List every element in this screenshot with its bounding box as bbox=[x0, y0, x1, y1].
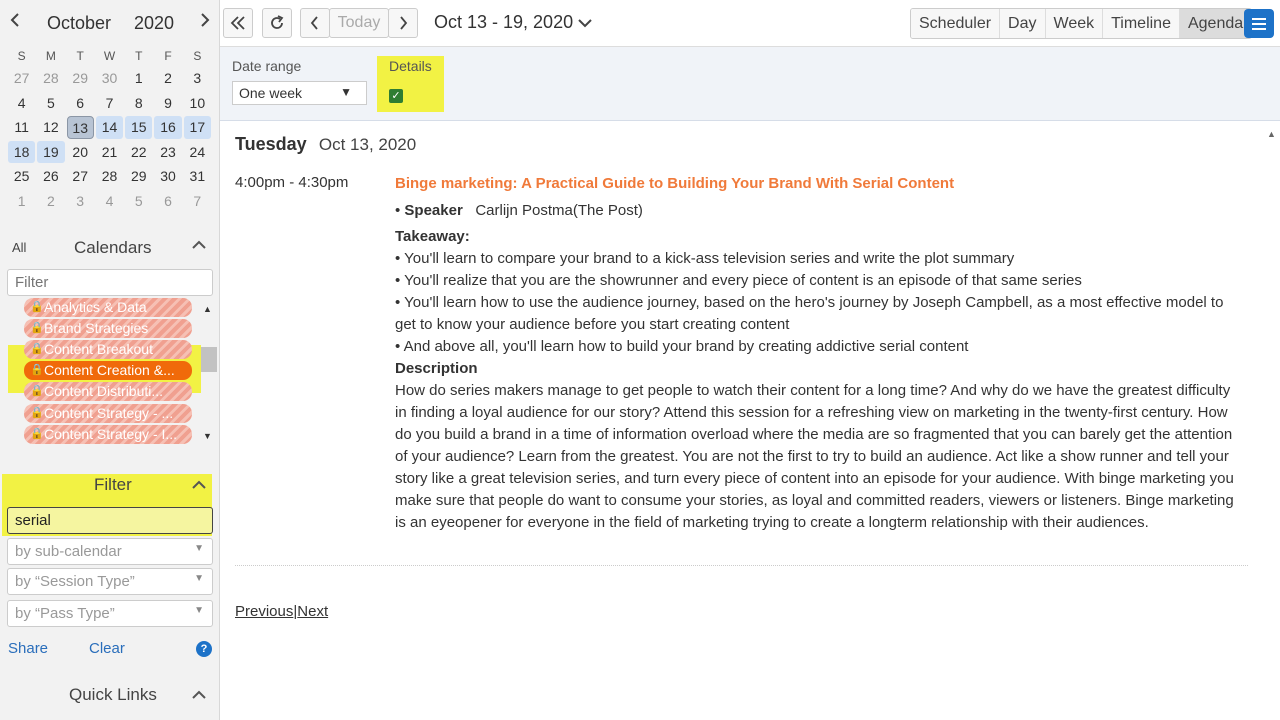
dow-label: F bbox=[164, 49, 172, 63]
dow-label: T bbox=[76, 49, 84, 63]
help-icon[interactable]: ? bbox=[196, 641, 212, 657]
calendar-item[interactable] bbox=[24, 319, 192, 338]
filter-search-input[interactable] bbox=[7, 507, 213, 534]
scroll-down-icon[interactable]: ▼ bbox=[203, 431, 212, 441]
mini-calendar-day-selected[interactable]: 15 bbox=[125, 116, 152, 139]
mini-calendar-day[interactable]: 11 bbox=[14, 119, 29, 135]
calendar-item-label: Content Breakout bbox=[44, 341, 153, 357]
calendar-item[interactable] bbox=[24, 404, 192, 423]
mini-calendar-day[interactable]: 6 bbox=[76, 94, 85, 111]
takeaway-item: • You'll learn how to use the audience journey, based on the hero's journey by Joseph Campbell, as a most effective model to get to know your audience before you start creating content bbox=[395, 294, 1224, 333]
quick-links-title: Quick Links bbox=[69, 685, 157, 704]
mini-calendar-day[interactable]: 9 bbox=[164, 94, 172, 111]
mini-calendar-year[interactable]: 2020 bbox=[134, 13, 175, 33]
calendars-title: Calendars bbox=[74, 238, 152, 257]
mini-calendar-week bbox=[7, 91, 212, 116]
date-range-option-label: Date range bbox=[232, 58, 302, 74]
mini-calendar-day[interactable]: 2 bbox=[164, 70, 172, 86]
mini-calendar-day[interactable]: 30 bbox=[101, 70, 118, 86]
lock-icon: 🔒 bbox=[30, 364, 44, 376]
next-link[interactable]: Next bbox=[297, 603, 329, 620]
calendar-item-label: Content Distributi... bbox=[44, 383, 164, 399]
clear-link[interactable]: Clear bbox=[89, 640, 125, 657]
calendar-item-label: Content Strategy - ... bbox=[44, 405, 174, 421]
mini-calendar-day[interactable]: 10 bbox=[189, 94, 206, 111]
filter-title: Filter bbox=[94, 475, 132, 494]
view-switcher bbox=[910, 8, 1252, 39]
mini-calendar-day[interactable]: 4 bbox=[105, 192, 114, 209]
session-type-select[interactable] bbox=[7, 568, 213, 595]
mini-calendar-grid bbox=[7, 46, 212, 213]
pager-separator: | bbox=[293, 603, 298, 620]
mini-calendar-day[interactable]: 24 bbox=[189, 143, 206, 160]
takeaway-label: Takeaway: bbox=[395, 228, 470, 245]
scroll-up-icon[interactable]: ▲ bbox=[1267, 129, 1276, 139]
mini-calendar-day[interactable]: 6 bbox=[164, 192, 172, 209]
dow-label: W bbox=[103, 49, 116, 63]
mini-calendar-day[interactable]: 21 bbox=[101, 143, 118, 160]
mini-calendar-day-selected[interactable]: 17 bbox=[184, 116, 211, 139]
dropdown-caret-icon: ▼ bbox=[194, 605, 204, 616]
agenda-date: Oct 13, 2020 bbox=[318, 135, 417, 154]
lock-icon: 🔒 bbox=[30, 322, 44, 334]
mini-calendar-day[interactable]: 28 bbox=[43, 70, 59, 86]
dow-label: M bbox=[45, 49, 56, 63]
dow-label: S bbox=[17, 49, 26, 63]
toolbar bbox=[220, 0, 1280, 47]
subcalendar-select[interactable] bbox=[7, 538, 213, 565]
speaker-label: Speaker bbox=[404, 202, 463, 219]
mini-calendar-week bbox=[7, 164, 212, 189]
mini-calendar-day[interactable]: 3 bbox=[76, 192, 85, 209]
chevron-right-icon[interactable] bbox=[199, 12, 211, 33]
mini-calendar-day[interactable]: 29 bbox=[130, 168, 147, 184]
calendar-item-label: Analytics & Data bbox=[44, 299, 147, 315]
calendar-item-label: Content Strategy - I... bbox=[44, 426, 178, 442]
mini-calendar-day[interactable]: 31 bbox=[189, 168, 206, 184]
calendar-item[interactable] bbox=[24, 382, 192, 401]
jump-back-button[interactable] bbox=[223, 8, 253, 38]
mini-calendar-day[interactable]: 12 bbox=[43, 119, 59, 135]
tab-week[interactable]: Week bbox=[1046, 9, 1104, 38]
mini-calendar-day[interactable]: 28 bbox=[101, 168, 118, 184]
agenda-options-bar bbox=[220, 47, 1280, 121]
mini-calendar-day-selected[interactable]: 16 bbox=[154, 116, 181, 139]
details-option-label: Details bbox=[389, 58, 432, 74]
mini-calendar-week bbox=[7, 115, 212, 140]
takeaway-item: • You'll learn to compare your brand to a kick-ass television series and write the plot summary bbox=[395, 250, 1015, 267]
mini-calendar-day[interactable]: 1 bbox=[134, 70, 143, 86]
chevron-up-icon[interactable] bbox=[192, 687, 206, 703]
event-details bbox=[395, 173, 1235, 534]
next-button[interactable] bbox=[388, 8, 418, 38]
mini-calendar-day[interactable]: 2 bbox=[47, 192, 55, 209]
event-time: 4:00pm - 4:30pm bbox=[235, 174, 349, 191]
mini-calendar-week bbox=[7, 140, 212, 165]
agenda-weekday: Tuesday bbox=[235, 134, 307, 154]
mini-calendar-day[interactable]: 25 bbox=[13, 168, 30, 184]
takeaway-item: • And above all, you'll learn how to build your brand by creating addictive serial content bbox=[395, 338, 969, 355]
mini-calendar-day-selected[interactable]: 18 bbox=[8, 141, 35, 164]
mini-calendar-day[interactable]: 26 bbox=[43, 168, 59, 184]
prev-button[interactable] bbox=[300, 8, 330, 38]
date-range-select-value: One week bbox=[239, 85, 303, 101]
lock-icon: 🔒 bbox=[30, 301, 44, 313]
mini-calendar-day[interactable]: 7 bbox=[193, 192, 202, 209]
dropdown-caret-icon: ▼ bbox=[194, 543, 204, 554]
mini-calendar-day[interactable]: 29 bbox=[72, 70, 88, 86]
calendar-item[interactable] bbox=[24, 298, 192, 317]
dow-label: S bbox=[193, 49, 202, 63]
chevron-down-icon bbox=[578, 12, 592, 32]
dropdown-caret-icon: ▼ bbox=[194, 573, 204, 584]
mini-calendar-day[interactable]: 1 bbox=[17, 192, 26, 209]
calendar-list bbox=[0, 298, 220, 446]
mini-calendar-dow-row bbox=[7, 46, 212, 66]
mini-calendar-day[interactable]: 23 bbox=[160, 143, 176, 160]
hamburger-menu-icon[interactable] bbox=[1244, 9, 1274, 38]
chevron-up-icon[interactable] bbox=[192, 477, 206, 493]
calendar-item-label: Content Creation &... bbox=[44, 362, 175, 378]
calendar-item[interactable] bbox=[24, 425, 192, 444]
mini-calendar-month[interactable]: October bbox=[47, 13, 112, 33]
calendar-filter-input[interactable] bbox=[7, 269, 213, 296]
mini-calendar-day[interactable]: 7 bbox=[105, 94, 114, 111]
tab-scheduler[interactable]: Scheduler bbox=[911, 9, 1000, 38]
event-divider bbox=[235, 565, 1248, 566]
agenda-pager bbox=[235, 603, 328, 620]
mini-calendar-day-selected[interactable]: 19 bbox=[37, 141, 64, 164]
calendar-item-active[interactable] bbox=[24, 361, 192, 380]
refresh-button[interactable] bbox=[262, 8, 292, 38]
subcalendar-select-placeholder: by sub-calendar bbox=[15, 543, 122, 560]
lock-icon: 🔒 bbox=[30, 343, 44, 355]
chevron-left-icon[interactable] bbox=[9, 12, 21, 33]
mini-calendar-week bbox=[7, 189, 212, 214]
mini-calendar-day[interactable]: 30 bbox=[160, 168, 176, 184]
mini-calendar-day-today[interactable]: 13 bbox=[67, 116, 94, 139]
mini-calendar-day[interactable]: 5 bbox=[134, 192, 143, 209]
speaker-value: Carlijn Postma(The Post) bbox=[475, 202, 643, 219]
mini-calendar-day[interactable]: 4 bbox=[17, 94, 26, 111]
date-range-label: Oct 13 - 19, 2020 bbox=[434, 12, 574, 32]
filter-header bbox=[0, 473, 220, 501]
event-speaker: • Speaker Carlijn Postma(The Post) bbox=[395, 202, 643, 219]
mini-calendar-day[interactable]: 27 bbox=[72, 168, 88, 184]
date-range-dropdown[interactable] bbox=[434, 12, 592, 33]
chevron-up-icon[interactable] bbox=[192, 237, 206, 253]
event-title-link[interactable]: Binge marketing: A Practical Guide to Building Your Brand With Serial Content bbox=[395, 175, 955, 192]
details-checkbox[interactable]: ✓ bbox=[389, 89, 403, 103]
tab-timeline[interactable]: Timeline bbox=[1103, 9, 1180, 38]
takeaway-item: • You'll realize that you are the showrunner and every piece of content is an episode of that same series bbox=[395, 272, 1082, 289]
mini-calendar-day[interactable]: 22 bbox=[130, 143, 147, 160]
agenda-view bbox=[220, 121, 1280, 720]
all-calendars-link[interactable]: All bbox=[12, 240, 27, 255]
description-text: How do series makers manage to get people to watch their content for a long time? And why do we have the greatest difficulty in finding a loyal audience for our story? Attend this session for a refreshing view on marketing in the twenty-first century. How do you build a brand in a time of information overload where the media are so fragmented that you can barely get the attention of your audience? Learn from the greatest. You are not the first to try to build an audience. Act like a show runner and tell your story like a great television series, and turn every piece of content into an episode for your audience. With binge marketing you make sure that people do want to consume your stories, as loyal and committed readers, viewers or listeners. Binge marketing is an eyeopener for everyone in the field of marketing trying to create a longterm relationship with their audiences. bbox=[395, 382, 1234, 531]
date-range-select[interactable] bbox=[232, 81, 367, 105]
calendar-item-label: Brand Strategies bbox=[44, 320, 149, 336]
mini-calendar-day[interactable]: 3 bbox=[193, 70, 202, 86]
tab-day[interactable]: Day bbox=[1000, 9, 1045, 38]
today-button[interactable]: Today bbox=[329, 8, 389, 38]
lock-icon: 🔒 bbox=[30, 428, 44, 440]
quick-links-header bbox=[0, 683, 220, 711]
mini-calendar-day-selected[interactable]: 14 bbox=[96, 116, 123, 139]
tab-agenda[interactable]: Agenda bbox=[1180, 9, 1251, 38]
lock-icon: 🔒 bbox=[30, 385, 44, 397]
sidebar bbox=[0, 0, 220, 720]
mini-calendar-header bbox=[0, 0, 220, 46]
mini-calendar-day[interactable]: 20 bbox=[72, 143, 88, 160]
share-link[interactable]: Share bbox=[8, 640, 49, 657]
mini-calendar-week bbox=[7, 66, 212, 91]
scroll-up-icon[interactable]: ▲ bbox=[203, 304, 212, 314]
agenda-day-header bbox=[235, 134, 416, 155]
mini-calendar-day[interactable]: 8 bbox=[134, 94, 143, 111]
calendars-header bbox=[0, 235, 220, 263]
dropdown-caret-icon: ▼ bbox=[340, 85, 352, 99]
mini-calendar-day[interactable]: 5 bbox=[47, 94, 55, 111]
pass-type-select[interactable] bbox=[7, 600, 213, 627]
lock-icon: 🔒 bbox=[30, 407, 44, 419]
calendar-item[interactable] bbox=[24, 340, 192, 359]
mini-calendar-day[interactable]: 27 bbox=[13, 70, 30, 86]
pass-type-select-placeholder: by “Pass Type” bbox=[15, 605, 115, 622]
calendar-list-scrollbar[interactable] bbox=[201, 347, 217, 372]
session-type-select-placeholder: by “Session Type” bbox=[15, 573, 135, 590]
description-label: Description bbox=[395, 360, 478, 377]
previous-link[interactable]: Previous bbox=[235, 603, 294, 620]
dow-label: T bbox=[135, 49, 143, 63]
